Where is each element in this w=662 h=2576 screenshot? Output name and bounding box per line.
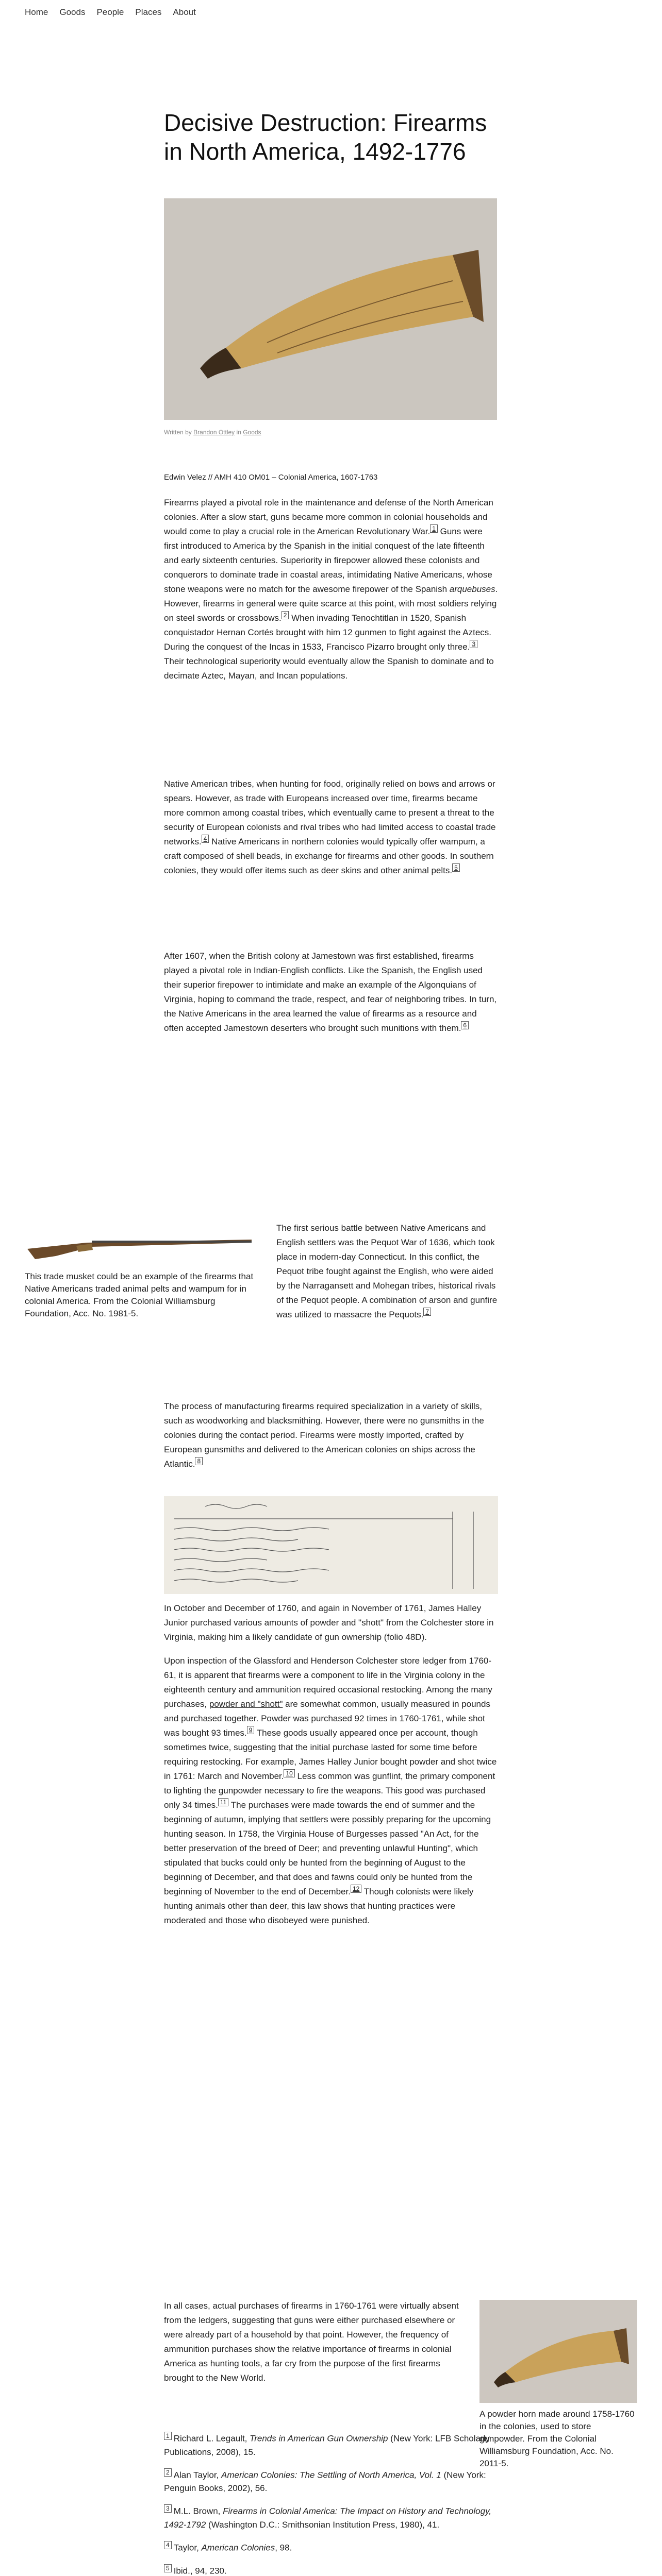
- footnote-text: Richard L. Legault,: [173, 2433, 250, 2444]
- footnote-ref-10[interactable]: 10: [284, 1769, 294, 1777]
- nav-people[interactable]: People: [96, 7, 124, 17]
- footnote-item: [164, 2432, 498, 2459]
- musket-image: [25, 1222, 256, 1266]
- paragraph-8: In all cases, actual purchases of firearms in 1760-1761 were virtually absent from the ledgers, suggesting that guns were either purchased elsewhere or were already part of a household by that point. However, the frequency of ammunition purchases show the relative importance of firearms in colonial America as hunting tools, a far cry from the purpose of the first firearms brought to the New World.: [164, 2301, 459, 2383]
- footnote-ref-2[interactable]: 2: [282, 611, 289, 619]
- footnote-ref-6[interactable]: 6: [461, 1021, 469, 1029]
- footnote-ref-9[interactable]: 9: [247, 1726, 255, 1734]
- musket-figure: [25, 1222, 256, 1320]
- footnote-number[interactable]: 2: [164, 2468, 172, 2477]
- small-horn-illustration: [479, 2300, 637, 2403]
- ledger-illustration: [164, 1496, 498, 1594]
- footnote-ref-4[interactable]: 4: [202, 835, 209, 843]
- footnote-text: Alan Taylor,: [173, 2470, 221, 2480]
- footnote-text: Ibid., 94, 230.: [173, 2566, 227, 2576]
- paragraph-7: Upon inspection of the Glassford and Henderson Colchester store ledger from 1760-61, it is apparent that firearms were a component to life in the Virginia colony in the eighteenth century and ammunition required occasional restocking. Among the many purchases, powder and "shott" are somewhat common, usually measured in pounds and purchased together. Powder was purchased 92 times in 1760-1761, while shot was bought 93 times. 9 These goods usually appeared once per account, though sometimes twice, suggesting that the initial purchase lasted for some time before requiring restocking. For example, James Halley Junior bought powder and shot twice in 1761: March and November. 10 Less common was gunflint, the primary component to lighting the gunpowder necessary to fire the weapons. This good was purchased only 34 times. 11 The purchases were made towards the end of summer and the beginning of autumn, implying that settlers were possibly preparing for the upcoming hunting season. In 1758, the Virginia House of Burgesses passed "An Act, for the better preservation of the breed of Deer; and preventing unlawful Hunting", which stipulated that bucks could only be hunted from the beginning of August to the beginning of December, and that does and fawns could only be hunted from the beginning of November to the end of December. 12 Though colonists were likely hunting animals other than deer, this law shows that hunting practices were moderated and those who disobeyed were punished.: [164, 1656, 497, 1925]
- footnote-item: [164, 2564, 498, 2576]
- paragraph-1: Firearms played a pivotal role in the maintenance and defense of the North American colonies. After a slow start, guns became more common in colonial households and would come to play a crucial role in the American Revolutionary War. 1 Guns were first introduced to America by the Spanish in the initial conquest of the late fifteenth and early sixteenth centuries. Superiority in firepower allowed these colonists and conquerors to dominate trade in coastal areas, intimidating Native Americans, whose stone weapons were no match for the awesome firepower of the Spanish arquebuses. However, firearms in general were quite scarce at this point, with most soldiers relying on steel swords or crossbows. 2 When invading Tenochtitlan in 1520, Spanish conquistador Hernan Cortés brought with him 12 gunmen to fight against the Aztecs. During the conquest of the Incas in 1533, Francisco Pizarro brought only three. 3 Their technological superiority would eventually allow the Spanish to dominate and to decimate Aztec, Mayan, and Incan populations.: [164, 498, 498, 681]
- paragraph-2: Native American tribes, when hunting for food, originally relied on bows and arrows or spears. However, as trade with Europeans increased over time, firearms became more common among coastal tribes, which eventually came to present a threat to the security of European colonists and rival tribes who had limited access to coastal trade networks. 4 Native Americans in northern colonies would typically offer wampum, a craft composed of shell beads, in exchange for firearms and other goods. In southern colonies, they would offer items such as deer skins and other animal pelts. 5: [164, 779, 496, 875]
- footnote-title: Trends in American Gun Ownership: [250, 2433, 388, 2444]
- footnote-ref-7[interactable]: 7: [423, 1308, 431, 1316]
- footnote-ref-1[interactable]: 1: [430, 524, 438, 533]
- powder-horn-illustration: [164, 198, 497, 420]
- paragraph-4: The first serious battle between Native Americans and English settlers was the Pequot War of 1636, which took place in modern-day Connecticut. In this conflict, the Pequot tribe fought against the English, who were aided by the Narragansett and Mohegan tribes, historical rivals of the Pequot people. A combination of arson and gunfire was utilized to massacre the Pequots. 7: [276, 1223, 498, 1319]
- category-link[interactable]: Goods: [243, 429, 261, 436]
- featured-image-powder-horn: [164, 198, 497, 420]
- footnote-number[interactable]: 5: [164, 2564, 172, 2572]
- footnote-title: American Colonies: The Settling of North America, Vol. 1: [221, 2470, 441, 2480]
- footnote-item: [164, 2504, 498, 2532]
- powder-horn-figure: [479, 2300, 637, 2470]
- footnote-title: American Colonies: [201, 2543, 275, 2553]
- powder-shott-link[interactable]: powder and "shott": [209, 1699, 283, 1709]
- nav-about[interactable]: About: [173, 7, 196, 17]
- footnote-item: [164, 2541, 498, 2555]
- footnote-number[interactable]: 4: [164, 2541, 172, 2549]
- byline: Edwin Velez // AMH 410 OM01 – Colonial America, 1607-1763: [164, 473, 378, 482]
- footnote-number[interactable]: 1: [164, 2432, 172, 2440]
- paragraph-5: The process of manufacturing firearms required specialization in a variety of skills, such as woodworking and blacksmithing. However, there were no gunsmiths in the colonies during the contact period. Firearms were mostly imported, crafted by European gunsmiths and delivered to the American colonies on ships across the Atlantic. 8: [164, 1401, 484, 1469]
- footnote-ref-11[interactable]: 11: [218, 1798, 228, 1806]
- footnote-rest: (Washington D.C.: Smithsonian Institution Press, 1980), 41.: [206, 2519, 440, 2530]
- footnote-item: [164, 2468, 498, 2496]
- footnote-text: Taylor,: [173, 2543, 202, 2553]
- footnote-ref-3[interactable]: 3: [470, 640, 477, 648]
- image-caption: Written by Brandon Ottley in Goods: [164, 429, 261, 436]
- musket-caption: This trade musket could be an example of the firearms that Native Americans traded animal pelts and wampum for in colonial America. From the Colonial Williamsburg Foundation, Acc. No. 1981-5.: [25, 1272, 254, 1318]
- footnotes-list: [164, 2432, 498, 2576]
- site-nav: [25, 7, 196, 18]
- footnote-title: Firearms in Colonial America: The Impact on History and Technology, 1492-1792: [164, 2506, 492, 2530]
- paragraph-6: In October and December of 1760, and again in November of 1761, James Halley Junior purchased various amounts of powder and "shott" from the Colchester store in Virginia, making him a likely candidate of gun ownership (folio 48D).: [164, 1603, 494, 1642]
- ledger-image: [164, 1496, 498, 1594]
- author-link[interactable]: Brandon Ottley: [193, 429, 235, 436]
- musket-illustration: [25, 1222, 256, 1266]
- footnote-number[interactable]: 3: [164, 2504, 172, 2513]
- footnote-rest: (New York: LFB Scholarly Publications, 2008), 15.: [164, 2433, 490, 2457]
- powder-horn-caption: A powder horn made around 1758-1760 in the colonies, used to store gunpowder. From the Colonial Williamsburg Foundation, Acc. No. 2011-5.: [479, 2409, 635, 2468]
- powder-horn-image: [479, 2300, 637, 2403]
- footnote-ref-12[interactable]: 12: [351, 1885, 361, 1893]
- nav-goods[interactable]: Goods: [59, 7, 86, 17]
- footnote-text: M.L. Brown,: [173, 2506, 223, 2516]
- nav-home[interactable]: Home: [25, 7, 48, 17]
- footnote-ref-5[interactable]: 5: [452, 863, 460, 872]
- footnote-ref-8[interactable]: 8: [195, 1457, 203, 1465]
- paragraph-3: After 1607, when the British colony at Jamestown was first established, firearms played a pivotal role in Indian-English conflicts. Like the Spanish, the English used their superior firepower to intimidate and make an example of the Algonquians of Virginia, hoping to command the trade, respect, and fear of neighboring tribes. In turn, the Native Americans in the area learned the value of firearms as a resource and often accepted Jamestown deserters who brought such munitions with them. 6: [164, 951, 497, 1033]
- nav-places[interactable]: Places: [135, 7, 162, 17]
- footnote-rest: (New York: Penguin Books, 2002), 56.: [164, 2470, 486, 2494]
- post-title: Decisive Destruction: Firearms in North America, 1492-1776: [164, 109, 487, 165]
- footnote-rest: , 98.: [275, 2543, 292, 2553]
